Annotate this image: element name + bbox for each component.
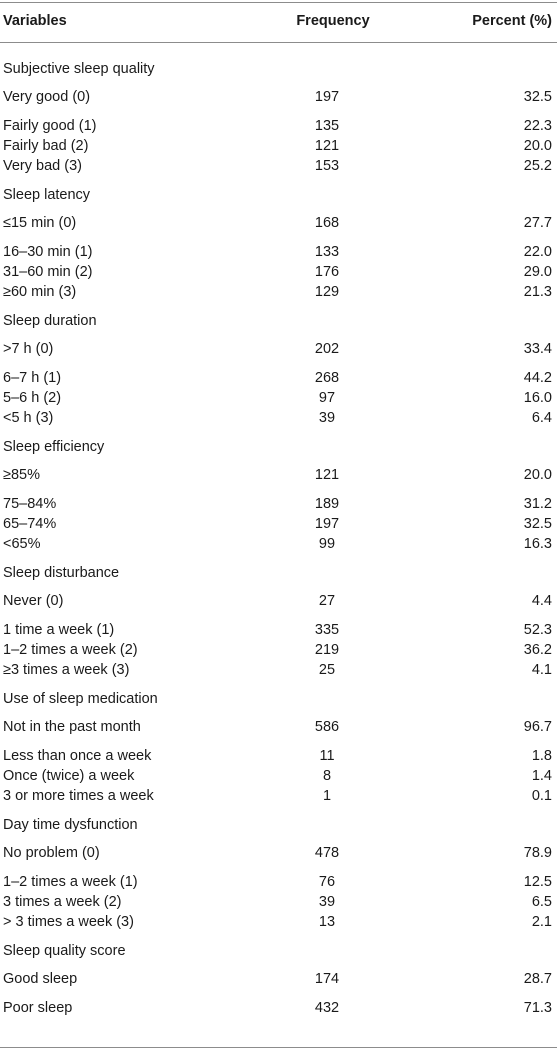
row-label: 1 time a week (1) (3, 622, 115, 638)
row-label: Subjective sleep quality (3, 61, 155, 77)
row-frequency: 174 (314, 971, 340, 987)
row-frequency: 586 (314, 719, 340, 735)
row-percent: 4.1 (531, 662, 552, 678)
row-percent: 1.8 (531, 748, 552, 764)
row-label: <65% (3, 536, 41, 552)
row-frequency: 176 (314, 264, 340, 280)
row-percent: 21.3 (523, 284, 552, 300)
row-label: 65–74% (3, 516, 57, 532)
row-frequency: 197 (314, 516, 340, 532)
row-frequency: 432 (314, 1000, 340, 1016)
row-percent: 31.2 (523, 496, 552, 512)
row-frequency: 197 (314, 89, 340, 105)
row-frequency: 11 (319, 748, 335, 764)
row-percent: 78.9 (523, 845, 552, 861)
row-label: Sleep latency (3, 187, 91, 203)
row-frequency: 121 (314, 467, 340, 483)
row-frequency: 189 (314, 496, 340, 512)
row-label: Once (twice) a week (3, 768, 135, 784)
row-frequency: 153 (314, 158, 340, 174)
row-percent: 6.5 (531, 894, 552, 910)
row-label: Sleep quality score (3, 943, 126, 959)
row-percent: 36.2 (523, 642, 552, 658)
row-percent: 16.3 (523, 536, 552, 552)
row-label: 1–2 times a week (2) (3, 642, 138, 658)
row-percent: 12.5 (523, 874, 552, 890)
row-percent: 44.2 (523, 370, 552, 386)
row-percent: 1.4 (531, 768, 552, 784)
row-frequency: 168 (314, 215, 340, 231)
row-percent: 25.2 (523, 158, 552, 174)
row-label: 6–7 h (1) (3, 370, 62, 386)
row-percent: 22.3 (523, 118, 552, 134)
row-frequency: 1 (322, 788, 332, 804)
row-percent: 32.5 (523, 89, 552, 105)
row-frequency: 202 (314, 341, 340, 357)
row-label: Sleep duration (3, 313, 97, 329)
row-label: <5 h (3) (3, 410, 54, 426)
header-frequency: Frequency (296, 13, 370, 29)
row-percent: 96.7 (523, 719, 552, 735)
row-label: Good sleep (3, 971, 78, 987)
row-label: Sleep disturbance (3, 565, 120, 581)
row-frequency: 335 (314, 622, 340, 638)
row-percent: 71.3 (523, 1000, 552, 1016)
row-label: Day time dysfunction (3, 817, 138, 833)
row-frequency: 478 (314, 845, 340, 861)
row-label: ≥85% (3, 467, 40, 483)
row-percent: 28.7 (523, 971, 552, 987)
row-label: Very good (0) (3, 89, 91, 105)
row-label: 3 or more times a week (3, 788, 154, 804)
row-percent: 16.0 (523, 390, 552, 406)
row-label: 16–30 min (1) (3, 244, 93, 260)
row-label: ≤15 min (0) (3, 215, 77, 231)
row-frequency: 13 (318, 914, 336, 930)
header-rule (0, 42, 557, 43)
row-label: Very bad (3) (3, 158, 82, 174)
row-frequency: 99 (318, 536, 336, 552)
row-frequency: 39 (318, 894, 336, 910)
header-variables: Variables (3, 13, 67, 29)
row-frequency: 97 (318, 390, 336, 406)
row-frequency: 135 (314, 118, 340, 134)
row-label: ≥60 min (3) (3, 284, 77, 300)
row-frequency: 133 (314, 244, 340, 260)
table-bottom-rule (0, 1047, 557, 1048)
row-frequency: 121 (314, 138, 340, 154)
header-percent: Percent (%) (472, 13, 552, 29)
row-label: Not in the past month (3, 719, 141, 735)
row-label: ≥3 times a week (3) (3, 662, 130, 678)
row-percent: 20.0 (523, 138, 552, 154)
row-frequency: 219 (314, 642, 340, 658)
row-label: 5–6 h (2) (3, 390, 62, 406)
row-frequency: 8 (322, 768, 332, 784)
row-percent: 4.4 (531, 593, 552, 609)
row-percent: 20.0 (523, 467, 552, 483)
row-percent: 22.0 (523, 244, 552, 260)
row-label: Sleep efficiency (3, 439, 105, 455)
row-label: Use of sleep medication (3, 691, 158, 707)
row-percent: 32.5 (523, 516, 552, 532)
row-percent: 33.4 (523, 341, 552, 357)
row-frequency: 76 (318, 874, 336, 890)
row-label: 75–84% (3, 496, 57, 512)
row-label: 3 times a week (2) (3, 894, 122, 910)
row-percent: 29.0 (523, 264, 552, 280)
row-label: Never (0) (3, 593, 64, 609)
row-frequency: 268 (314, 370, 340, 386)
row-percent: 6.4 (531, 410, 552, 426)
row-percent: 2.1 (531, 914, 552, 930)
row-label: Fairly good (1) (3, 118, 97, 134)
row-label: 1–2 times a week (1) (3, 874, 138, 890)
row-label: > 3 times a week (3) (3, 914, 134, 930)
row-percent: 52.3 (523, 622, 552, 638)
row-percent: 0.1 (531, 788, 552, 804)
row-label: 31–60 min (2) (3, 264, 93, 280)
row-label: Less than once a week (3, 748, 152, 764)
row-frequency: 129 (314, 284, 340, 300)
table-top-rule (0, 2, 557, 3)
row-label: Fairly bad (2) (3, 138, 89, 154)
row-label: No problem (0) (3, 845, 100, 861)
row-percent: 27.7 (523, 215, 552, 231)
row-frequency: 39 (318, 410, 336, 426)
row-frequency: 25 (318, 662, 336, 678)
row-label: >7 h (0) (3, 341, 54, 357)
row-label: Poor sleep (3, 1000, 73, 1016)
row-frequency: 27 (318, 593, 336, 609)
